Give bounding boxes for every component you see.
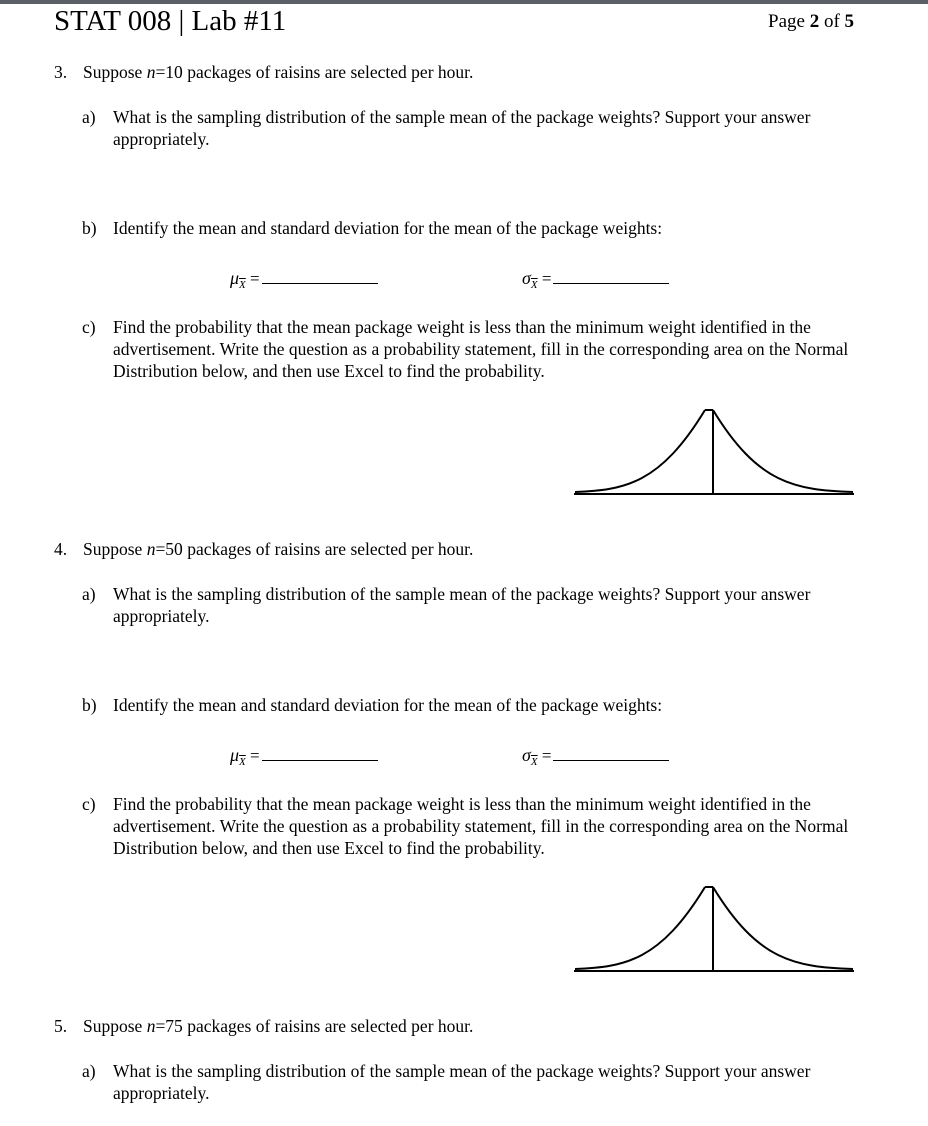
answer-blank[interactable] [553,760,669,761]
question-3: 3. Suppose n=10 packages of raisins are selected per hour. [54,62,474,82]
sd-answer-field-q3[interactable]: $\sigma_{\overline{X}}$ = [522,268,669,289]
page-number: Page 2 of 5 [768,11,855,32]
answer-blank[interactable] [262,283,378,284]
answer-blank[interactable] [262,760,378,761]
normal-curve-q3[interactable] [570,404,860,498]
mean-answer-field-q3[interactable]: $\mu_{\overline{X}}$ = [230,268,378,289]
normal-curve-q4[interactable] [570,881,860,975]
answer-blank[interactable] [553,283,669,284]
page-title: STAT 008 | Lab #11 [54,5,287,37]
question-4: 4. Suppose n=50 packages of raisins are selected per hour. [54,539,474,559]
sd-answer-field-q4[interactable]: $\sigma_{\overline{X}}$ = [522,745,669,766]
question-5: 5. Suppose n=75 packages of raisins are selected per hour. [54,1016,474,1036]
mean-answer-field-q4[interactable]: $\mu_{\overline{X}}$ = [230,745,378,766]
